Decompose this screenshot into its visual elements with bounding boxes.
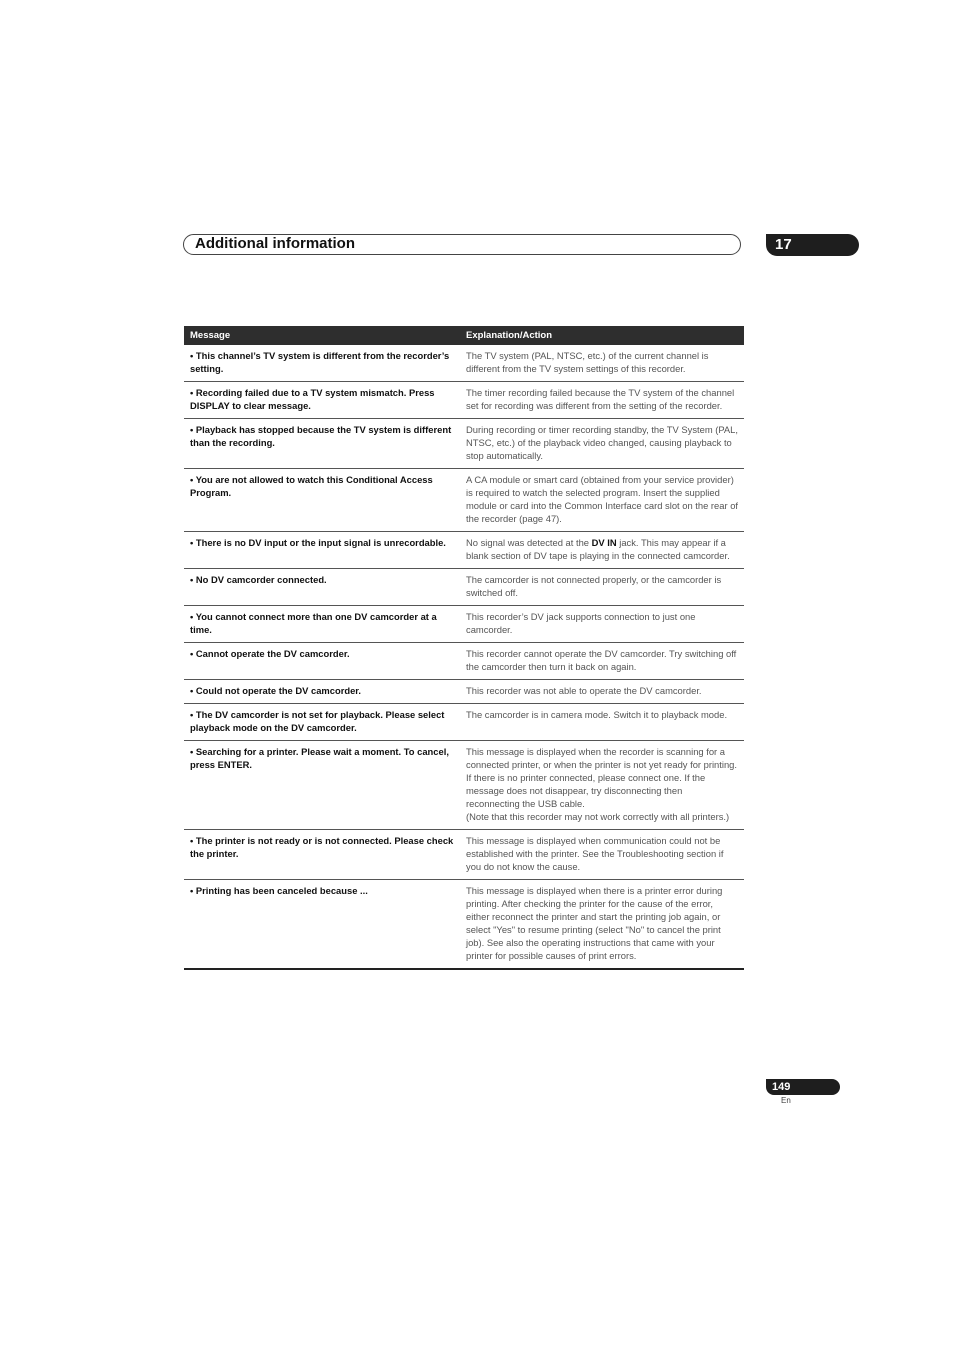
explanation-cell: This recorder’s DV jack supports connection to just one camcorder.	[460, 606, 744, 643]
table-row	[184, 680, 744, 704]
explanation-cell: A CA module or smart card (obtained from your service provider) is required to watch the selected program. Insert the supplied module or card into the Common Interface card slot on the rear of the recorder (page 47).	[460, 469, 744, 532]
message-cell: • No DV camcorder connected.	[184, 569, 460, 606]
message-cell: • The printer is not ready or is not connected. Please check the printer.	[184, 830, 460, 880]
message-cell: • Recording failed due to a TV system mismatch. Press DISPLAY to clear message.	[184, 382, 460, 419]
message-cell: • The DV camcorder is not set for playback. Please select playback mode on the DV camcorder.	[184, 704, 460, 741]
dv-in-jack-label: DV IN	[591, 537, 617, 548]
explanation-cell: This message is displayed when communication could not be established with the printer. See the Troubleshooting section if you do not know the cause.	[460, 830, 744, 880]
explanation-cell: This recorder was not able to operate the DV camcorder.	[460, 680, 744, 704]
explanation-cell: The timer recording failed because the TV system of the channel set for recording was different from the setting of the recorder.	[460, 382, 744, 419]
page-language-label: En	[781, 1096, 791, 1105]
explanation-note: (Note that this recorder may not work correctly with all printers.)	[466, 811, 730, 822]
table-row	[184, 880, 744, 970]
message-cell: • Searching for a printer. Please wait a moment. To cancel, press ENTER.	[184, 741, 460, 830]
explanation-text: jack. This may appear if a blank section of DV tape is playing in the connected camcorder.	[466, 537, 730, 561]
table-row	[184, 830, 744, 880]
explanation-cell: This recorder cannot operate the DV camcorder. Try switching off the camcorder then turn it back on again.	[460, 643, 744, 680]
table-row	[184, 643, 744, 680]
table-row	[184, 569, 744, 606]
table-row	[184, 532, 744, 569]
column-header-message: Message	[184, 326, 460, 345]
section-title: Additional information	[195, 235, 355, 252]
message-cell: • You cannot connect more than one DV camcorder at a time.	[184, 606, 460, 643]
message-cell: • Playback has stopped because the TV system is different than the recording.	[184, 419, 460, 469]
message-cell: • Printing has been canceled because ...	[184, 880, 460, 970]
message-cell: • Cannot operate the DV camcorder.	[184, 643, 460, 680]
explanation-text: This message is displayed when the recorder is scanning for a connected printer, or when the printer is not yet ready for printing. If there is no printer connected, please connect one. If the message does not disappear, try disconnecting then reconnecting the USB cable.	[466, 746, 737, 809]
chapter-number-badge: 17	[766, 234, 859, 256]
table-row	[184, 469, 744, 532]
message-cell: • You are not allowed to watch this Conditional Access Program.	[184, 469, 460, 532]
table-row	[184, 741, 744, 830]
explanation-cell	[460, 532, 744, 569]
message-cell: • There is no DV input or the input signal is unrecordable.	[184, 532, 460, 569]
explanation-cell: The camcorder is in camera mode. Switch it to playback mode.	[460, 704, 744, 741]
message-table	[184, 326, 744, 970]
explanation-text: No signal was detected at the	[466, 537, 592, 548]
table-row	[184, 704, 744, 741]
column-header-explanation: Explanation/Action	[460, 326, 744, 345]
message-cell: • Could not operate the DV camcorder.	[184, 680, 460, 704]
explanation-cell: This message is displayed when there is a printer error during printing. After checking the printer for the cause of the error, either reconnect the printer and start the printing job again, or select "Yes" to resume printing (select "No" to cancel the print job). See also the operating instructions that came with your printer for possible causes of print errors.	[460, 880, 744, 970]
explanation-cell: The camcorder is not connected properly, or the camcorder is switched off.	[460, 569, 744, 606]
explanation-cell: During recording or timer recording standby, the TV System (PAL, NTSC, etc.) of the playback video changed, causing playback to stop automatically.	[460, 419, 744, 469]
message-cell: • This channel’s TV system is different from the recorder’s setting.	[184, 345, 460, 382]
page-number-badge: 149	[766, 1079, 840, 1095]
table-row	[184, 382, 744, 419]
table-row	[184, 606, 744, 643]
explanation-cell	[460, 741, 744, 830]
table-header-row	[184, 326, 744, 345]
explanation-cell: The TV system (PAL, NTSC, etc.) of the current channel is different from the TV system settings of this recorder.	[460, 345, 744, 382]
table-row	[184, 419, 744, 469]
table-row	[184, 345, 744, 382]
